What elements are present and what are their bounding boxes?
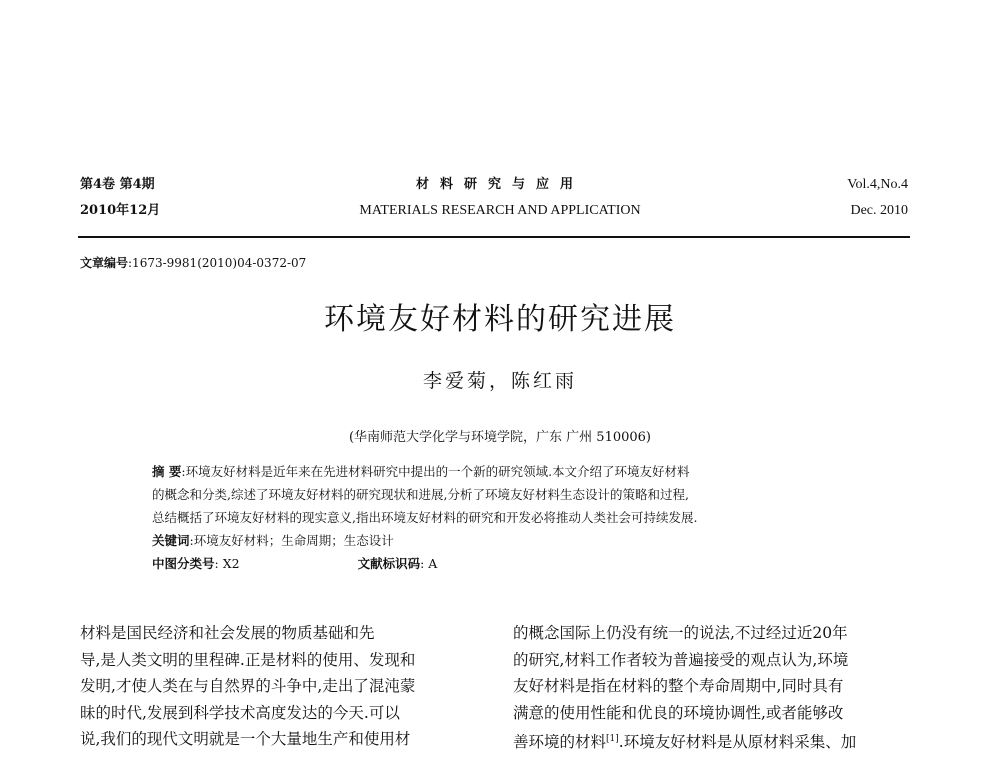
body-line: 发明,才使人类在与自然界的斗争中,走出了混沌蒙	[80, 677, 416, 695]
abstract-block	[152, 460, 852, 575]
header-left	[80, 172, 160, 224]
body-line: 的概念国际上仍没有统一的说法,不过经过近20年	[513, 624, 848, 642]
abstract-text: :环境友好材料是近年来在先进材料研究中提出的一个新的研究领域.本文介绍了环境友好材料	[181, 464, 690, 479]
abstract-line: 的概念和分类,综述了环境友好材料的研究现状和进展,分析了环境友好材料生态设计的策略和过程,	[152, 487, 689, 502]
keywords	[152, 529, 852, 552]
citation-ref[interactable]: [1]	[606, 734, 619, 744]
journal-title-cn: 材料研究与应用	[415, 177, 584, 192]
body-line: 满意的使用性能和优良的环境协调性,或者能够改	[513, 703, 844, 722]
keywords-label: 关键词	[152, 533, 190, 548]
abstract-line: 总结概括了环境友好材料的现实意义,指出环境友好材料的研究和开发必将推动人类社会可持续发展.	[152, 510, 698, 525]
article-number	[80, 254, 306, 271]
article-number-value: :1673-9981(2010)04-0372-07	[128, 256, 307, 270]
doc-code-label: 文献标识码	[357, 556, 421, 571]
authors: 李爱菊，陈红雨	[422, 370, 577, 392]
classification-row	[152, 552, 852, 575]
body-column-left	[80, 620, 475, 753]
body-line: 的研究,材料工作者较为普遍接受的观点认为,环境	[513, 650, 849, 669]
body-line: 说,我们的现代文明就是一个大量地生产和使用材	[80, 730, 411, 748]
journal-title-en: MATERIALS RESEARCH AND APPLICATION	[359, 203, 641, 218]
body-text: 善环境的材料	[513, 733, 607, 752]
body-line: 友好材料是指在材料的整个寿命周期中,同时具有	[513, 677, 844, 695]
body-line: 材料是国民经济和社会发展的物质基础和先	[80, 624, 375, 642]
abstract-line	[152, 460, 852, 483]
keywords-value: :环境友好材料；生命周期；生态设计	[189, 533, 394, 548]
abstract-label: 摘 要	[152, 464, 182, 479]
affiliation: (华南师范大学化学与环境学院，广东 广州 510006)	[348, 430, 652, 445]
article-number-label: 文章编号	[80, 256, 129, 270]
doc-code-value: : A	[420, 556, 438, 571]
header-rule	[78, 236, 910, 238]
issue-date-en: Dec. 2010	[850, 203, 908, 218]
body-line: 导,是人类文明的里程碑.正是材料的使用、发现和	[80, 650, 416, 669]
volume-issue-en: Vol.4,No.4	[847, 177, 908, 192]
header-right	[847, 172, 908, 224]
issue-date-cn: 2010年12月	[80, 203, 161, 218]
body-column-right	[513, 620, 908, 756]
classification-label: 中图分类号	[152, 556, 215, 571]
body-line: 昧的时代,发展到科学技术高度发达的今天.可以	[80, 703, 400, 722]
body-text: .环境友好材料是从原材料采集、加	[618, 733, 857, 752]
paper-title: 环境友好材料的研究进展	[324, 302, 676, 337]
classification-value: : X2	[214, 556, 240, 571]
header-center	[300, 172, 700, 224]
volume-issue: 第4卷 第4期	[80, 177, 155, 192]
body-line	[513, 726, 908, 756]
